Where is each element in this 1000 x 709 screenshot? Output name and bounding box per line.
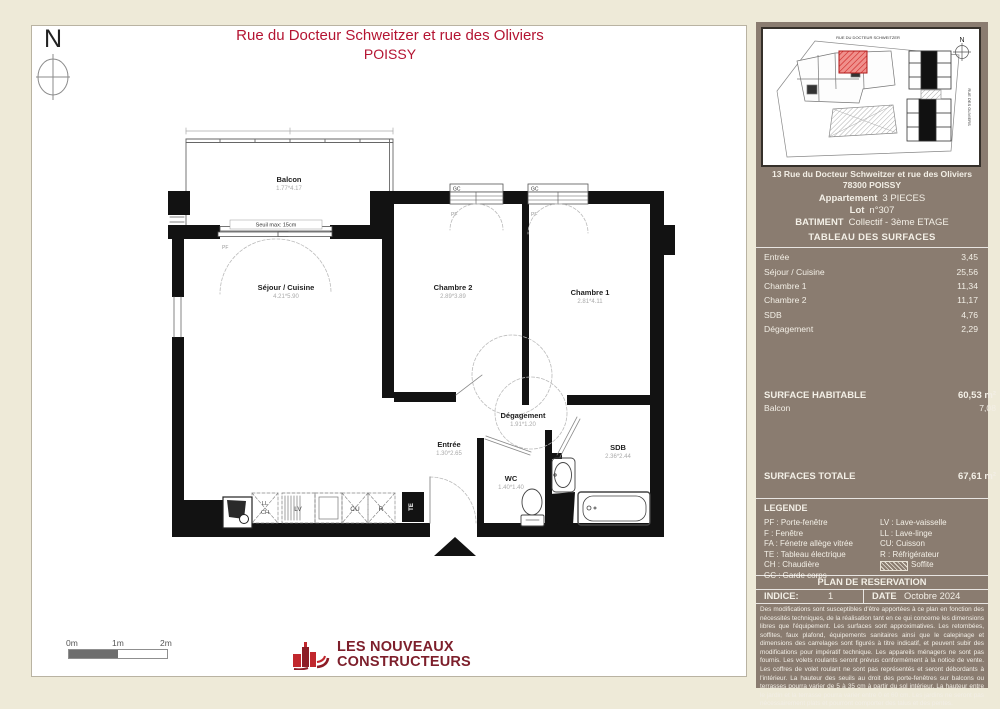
soffite-label: Soffite: [911, 560, 934, 570]
kitchen-counter: [252, 493, 395, 523]
table-row: [756, 322, 988, 336]
scale-bar-graphic: [68, 649, 168, 659]
legend-item: CU: Cuisson: [880, 539, 925, 549]
toilet: [521, 489, 544, 526]
window-chambre2: [450, 184, 503, 230]
divider: [756, 247, 988, 248]
table-row: [756, 250, 988, 264]
room-dims-chambre2: 2.89*3.89: [440, 294, 466, 300]
legend-left-column: [764, 518, 880, 582]
row-name: SDB: [764, 309, 782, 320]
surfaces-table-title: TABLEAU DES SURFACES: [808, 232, 936, 243]
window-chambre1: [528, 184, 588, 234]
row-name: Dégagement: [764, 324, 814, 335]
row-value: 4,76: [961, 309, 978, 320]
info-row-appartement: [756, 193, 988, 205]
surfaces-totale-row: [756, 471, 1000, 482]
legend-item: PF : Porte-fenêtre: [764, 518, 828, 527]
room-label-degagement: Dégagement: [500, 411, 546, 420]
info-label: BATIMENT: [795, 217, 844, 229]
indice-value: 1: [828, 591, 834, 601]
surface-habitable-row: [756, 390, 1000, 401]
room-dims-chambre1: 2.81*4.11: [577, 299, 603, 305]
pf-label-2: PF: [531, 212, 538, 218]
table-row: [756, 264, 988, 278]
kitchen-sink-basin: [315, 493, 342, 523]
inset-street-right: RUE DES OLIVIERS: [967, 88, 972, 126]
divider: [756, 575, 988, 576]
info-sidebar: [756, 22, 996, 708]
surfaces-table: [756, 250, 988, 336]
electrical-panel: [402, 492, 424, 522]
room-dims-balcon: 1.77*4.17: [276, 186, 302, 192]
row-value: 11,17: [957, 295, 978, 306]
address-line1: 13 Rue du Docteur Schweitzer et rue des Oliviers: [771, 169, 973, 179]
inset-compass-letter: N: [959, 37, 965, 44]
cu-label: CU: [350, 506, 360, 513]
room-dims-sdb: 2.36*2.44: [605, 454, 631, 460]
divider: [756, 498, 988, 499]
north-compass-icon: [36, 27, 80, 105]
room-label-wc: WC: [504, 474, 518, 483]
legend-item: LL : Lave-linge: [880, 528, 933, 538]
room-dims-wc: 1.40*1.40: [498, 485, 524, 491]
soffite-hatch-swatch: [880, 561, 908, 571]
apartment-info: [756, 193, 988, 229]
corner-sink: [223, 497, 252, 528]
washbasin: [552, 458, 575, 492]
gc-label-1: GC: [453, 186, 461, 193]
balcon-value: 7,08: [979, 403, 996, 413]
room-dims-degagement: 1.91*1.20: [510, 422, 536, 428]
row-name: Séjour / Cuisine: [764, 266, 825, 277]
legend-item: R : Réfrigérateur: [880, 549, 940, 559]
divider: [756, 603, 988, 604]
ll-label: LL: [261, 501, 269, 507]
ch-label: CH: [261, 510, 269, 516]
seuil-label: Seuil max: 15cm: [255, 222, 297, 229]
r-label: R: [378, 506, 384, 513]
page-title-street: Rue du Docteur Schweitzer et rue des Oliviers: [236, 27, 544, 44]
row-value: 11,34: [957, 280, 978, 291]
room-label-chambre2: Chambre 2: [433, 283, 473, 292]
room-label-chambre1: Chambre 1: [570, 288, 610, 297]
pf-label-1: PF: [451, 212, 458, 218]
row-value: 3,45: [961, 252, 978, 263]
legend-item: LV : Lave-vaisselle: [880, 518, 947, 527]
totale-value: 67,61 m²: [957, 471, 996, 482]
disclaimer-text: Des modifications sont susceptibles d'être apportées à ce plan en fonction des nécessités techniques, de la réalisation tant en ce qui concerne les dimensions libres que l'équipement. Les surfaces sont approximatives. Les retombées, soffites, faux plafond, équipements sanitaires ainsi que le calepinage et dimensions des carrelages sont figurés à titre indicatif, et peuvent subir des modifications pour impératif technique. Les appareils ménagers ne sont pas fournis. Les volets roulants seront prévus conformément à la notice de vente. Les coffres de volet roulant ne sont pas représentés et seront débordants à l'intérieur. La hauteur des seuils au droit des porte-fenêtres sur balcons ou terrasses pourra varier de 5 à 35 cm à partir du sol intérieur. La hauteur entre le jardin et la terrasse pourra varier entre 0 et 60 cm. Les jardins ne seront pas nécessairement plats et pourront comporter des talus et des pentes.: [760, 606, 984, 708]
legend-item: CH : Chaudière: [764, 560, 820, 570]
row-name: Chambre 2: [764, 295, 807, 306]
balcon-label: Balcon: [764, 403, 791, 413]
site-location-inset: [761, 27, 981, 167]
page-title: [120, 27, 660, 63]
room-dims-entree: 1.30*2.65: [436, 451, 462, 457]
legend: [756, 518, 1000, 582]
info-label: Lot: [849, 205, 865, 217]
room-dims-sejour: 4.21*5.90: [273, 294, 299, 300]
table-row: [756, 293, 988, 307]
bathtub: [578, 492, 650, 525]
project-address: [756, 169, 988, 190]
info-label: Appartement: [818, 193, 878, 204]
legend-title: LEGENDE: [764, 503, 808, 513]
row-value: 2,29: [961, 324, 978, 335]
te-label: TE: [409, 503, 415, 511]
info-value: Collectif - 3ème ETAGE: [848, 217, 949, 229]
totale-label: SURFACES TOTALE: [764, 471, 856, 482]
row-value: 25,56: [956, 266, 978, 277]
legend-right-column: [880, 518, 996, 582]
highlighted-unit: [839, 51, 867, 73]
page-title-city: POISSY: [363, 45, 417, 62]
room-label-balcon: Balcon: [276, 175, 302, 184]
entrance-arrow-icon: [434, 537, 476, 556]
inset-street-top: RUE DU DOCTEUR SCHWEITZER: [836, 35, 900, 40]
floor-plan-drawing: [160, 125, 690, 570]
site-plan-drawing: [763, 29, 979, 165]
info-value: 3 PIECES: [882, 193, 926, 204]
legend-item: F : Fenêtre: [764, 528, 804, 538]
scale-2m: 2m: [160, 638, 172, 648]
divider: [863, 589, 864, 603]
logo-line1: LES NOUVEAUX: [337, 639, 454, 655]
legend-item: GC : Garde corps: [764, 570, 827, 580]
indice-label: INDICE:: [764, 591, 799, 601]
info-row-batiment: [756, 217, 988, 229]
info-value: n°307: [869, 205, 895, 217]
room-label-sdb: SDB: [610, 443, 626, 452]
address-line2: 78300 POISSY: [842, 179, 902, 190]
logo-line2: CONSTRUCTEURS: [337, 654, 471, 671]
info-row-lot: [756, 205, 988, 217]
table-row: [756, 279, 988, 293]
habitable-label: SURFACE HABITABLE: [764, 390, 867, 401]
balcon-row: [756, 403, 1000, 413]
legend-item: TE : Tableau électrique: [764, 549, 846, 559]
floor-plan: [160, 125, 690, 570]
logo-buildings-icon: [292, 640, 330, 670]
left-wall-window: [171, 297, 185, 337]
gc-label-2: GC: [531, 186, 539, 193]
scale-bar: [60, 638, 190, 668]
table-row: [756, 308, 988, 322]
scale-1m: 1m: [112, 638, 124, 648]
indice-date-row: [756, 589, 988, 603]
reservation-title: PLAN DE RESERVATION: [817, 577, 927, 587]
lv-label: LV: [294, 506, 302, 513]
room-label-sejour: Séjour / Cuisine: [257, 283, 315, 292]
scale-0m: 0m: [66, 638, 78, 648]
row-name: Chambre 1: [764, 280, 807, 291]
company-logo: [292, 640, 471, 670]
date-label: DATE: [872, 591, 897, 601]
pf-label-sejour: PF: [222, 245, 229, 251]
legend-item-soffite: [880, 560, 996, 571]
compass-circle-icon: [36, 52, 80, 104]
legend-item: FA : Fénetre allège vitrée: [764, 539, 853, 549]
row-name: Entrée: [764, 252, 790, 263]
room-label-entree: Entrée: [437, 440, 461, 449]
habitable-value: 60,53 m²: [957, 390, 996, 401]
date-value: Octobre 2024: [904, 591, 961, 601]
compass-letter: N: [44, 25, 63, 53]
